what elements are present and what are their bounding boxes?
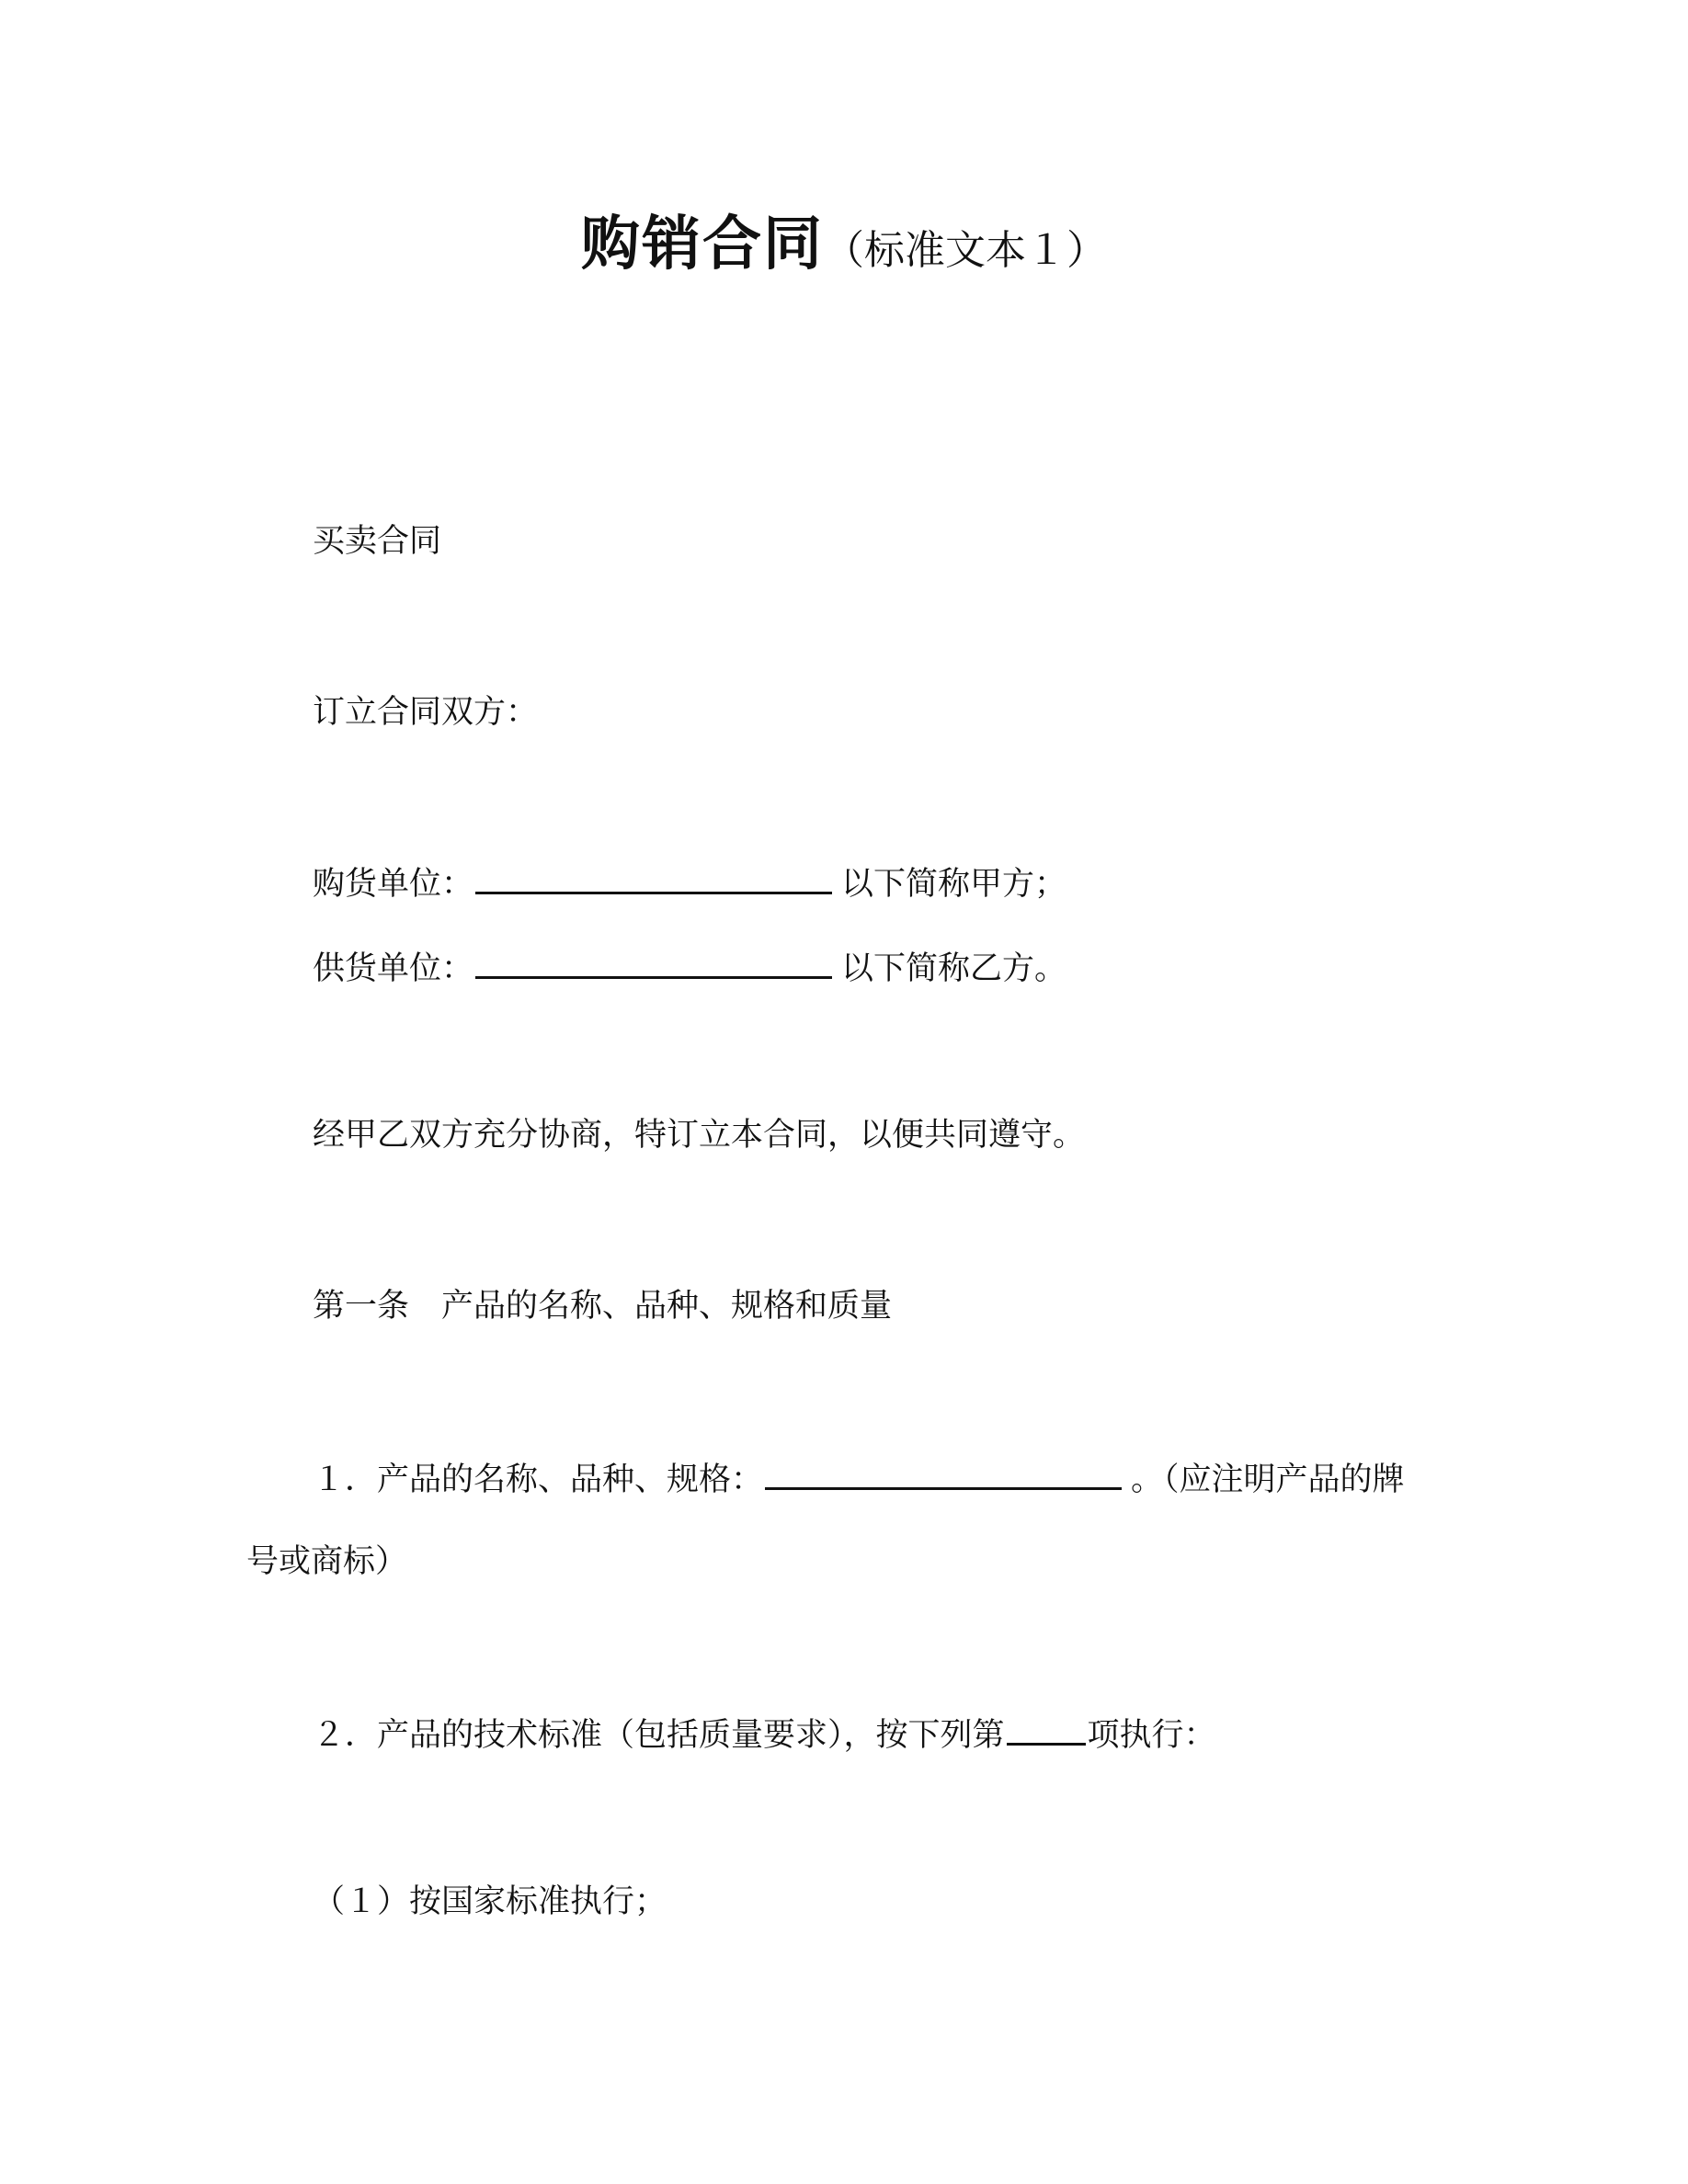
item1-suffix: 。（应注明产品的牌	[1131, 1462, 1405, 1498]
item1-line	[313, 1462, 1405, 1496]
item1-label: １．产品的名称、品种、规格：	[313, 1462, 764, 1498]
item2-suffix: 项执行：	[1087, 1717, 1216, 1754]
title-subtitle: （标准文本１）	[824, 227, 1107, 274]
seller-label: 供货单位：	[313, 950, 474, 987]
seller-blank[interactable]	[475, 950, 832, 979]
item2-blank[interactable]	[1007, 1717, 1086, 1746]
item2-option1: （１）按国家标准执行；	[313, 1883, 667, 1920]
item2-prefix: ２．产品的技术标准（包括质量要求），按下列第	[313, 1717, 1005, 1754]
title-main: 购销合同	[581, 210, 824, 279]
article1-heading: 第一条 产品的名称、品种、规格和质量	[313, 1288, 893, 1325]
buyer-label: 购货单位：	[313, 866, 474, 903]
agreement-text: 经甲乙双方充分协商，特订立本合同，以便共同遵守。	[313, 1117, 1086, 1154]
item1-continuation: 号或商标）	[246, 1543, 408, 1580]
parties-intro: 订立合同双方：	[313, 694, 539, 731]
seller-line	[313, 950, 1066, 985]
buyer-blank[interactable]	[475, 866, 832, 894]
document-title	[0, 197, 1688, 281]
seller-suffix: 以下简称乙方。	[841, 950, 1067, 987]
item1-blank[interactable]	[765, 1462, 1122, 1490]
buyer-suffix: 以下简称甲方；	[841, 866, 1067, 903]
item2-line	[313, 1717, 1216, 1752]
contract-heading: 买卖合同	[313, 523, 442, 560]
buyer-line	[313, 866, 1066, 901]
